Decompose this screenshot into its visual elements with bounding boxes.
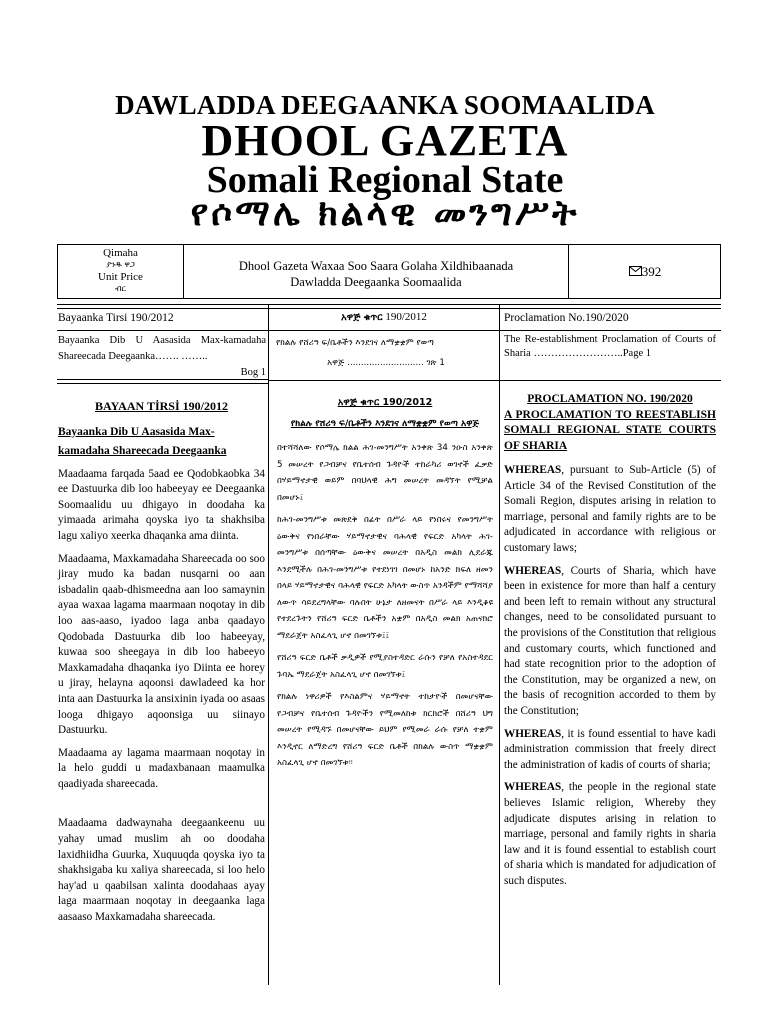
somali-heading: BAYAAN TİRSİ 190/2012 <box>95 399 228 413</box>
english-p1-text: , pursuant to Sub-Article (5) of Article 34 of the Revised Constitution of the Somali Region, disputes arising in relation to marriage, personal and family rights are to be adjudicated in accordance with religious or customary laws; <box>504 464 716 555</box>
masthead-line-4: የሶማሌ ክልላዊ መንግሥት <box>190 193 580 234</box>
somali-paragraph-1: Maadaama farqada 5aad ee Qodobkaobka 34 ee Dastuurka dib loo habeeyay ee Deegaanka Soomaalidu uu dhigayo in doodaha ka yimaada arimaha qoyska iyo ta shakhsiba lagu xaliyo xeerka dhaqanka ama diinta. <box>58 467 265 542</box>
english-p3-text: , it is found essential to have kadi administration commission that freely direct the administration of kadis of courts of sharia; <box>504 727 716 771</box>
somali-paragraph-4: Maadaama dadwaynaha deegaankeenu uu yahay umad muslim ah oo doodaha laxidhiidha Guurka, Xuquuqda qoyska iyo ta shakhsigaba ku xaliya shareecada, si loo helo hay'ad u qaabilsan xalinta doodahaas ayay laga maarmaan noqotay in deegaanka laga aasaaso Maxkamadaha shareecada. <box>58 817 265 924</box>
masthead-title: DHOOL GAZETA <box>201 116 569 165</box>
masthead-line-3: Somali Regional State <box>206 159 564 201</box>
contents-amharic-item-line-2: አዋጅ ............................ ገጽ 1 <box>327 358 445 368</box>
amharic-paragraph-1: በተሻሻለው የሶማሌ ክልል ሕገ-መንግሥት አንቀጽ 34 ንዑስ አንቀጽ 5 መሠረት የጋብቻና የቤተሰብ ጉዳዮች ተከራካሪ ወገኖች ፈቃድ በሃይማኖታዊ ወይም በባህላዊ ሕግ መሠረት መዳኘት የሚቻል በመሆኑ፤ <box>277 443 493 503</box>
contents-amharic-item-line-1: የክልሉ የሸሪዓ ፍ/ቤቶችን እንደገና ለማቋቋም የወጣ <box>276 338 434 348</box>
contents-amharic-item <box>276 333 496 373</box>
somali-paragraph-3: Maadaama ay lagama maarmaan noqotay in la helo guddi u madaxbanaan maamulka qaadiyada shareecada. <box>58 746 265 790</box>
envelope-icon <box>629 266 642 276</box>
amharic-paragraph-4: የክልሉ ነዋሪዎች የእስልምና ሃይማኖት ተከታዮች በመሆናቸው የጋብቻና የቤተሰብ ጉዳዮችን የሚመለከቱ ክርክሮች በሸሪዓ ህግ መሠረት የሚዳኙ በመሆናቸው ይህም የሚመራ ራሱ የቻለ ተቋም እንዲኖር ለማድረግ የሸሪዓ ፍርድ ቤቶች በክልሉ ውስጥ ማቋቋም አስፈላጊ ሆኖ በመገኘቱ፡፡ <box>277 692 493 768</box>
po-box <box>569 264 721 280</box>
contents-somali-page: Bog 1 <box>240 367 266 378</box>
english-column <box>504 392 716 897</box>
english-p4-text: , the people in the regional state believes Islamic religion, Whereby they adjudicate disputes arising in relation to marriage, personal and family rights in sharia law and it is found essential to establish court of sharia which is mandated for adjudication of such disputes. <box>504 781 716 887</box>
english-p2-lead: WHEREAS <box>504 564 562 577</box>
amharic-paragraph-2: ከሕገ-መንግሥቱ መጽደቅ በፊት በሥራ ላይ የነበሩና የመንግሥት ዕውቅና የነበራቸው ሃይማኖታዊና ባሕላዊ የፍርድ አካላት ሕገ-መንግሥቱ በሰጣቸው ዕውቅና መሠረት በአዲስ መልክ ሊደራጁ እንደሚችሉ በሕገ-መንግሥቱ የተደነገገ በመሆኑ ከአንድ ክፍለ ዘመን በላይ ሃይማኖታዊና ባሕላዊ የፍርድ አካላት ውስጥ አንዳችም የማሻሻያ ለውጥ ሳይደረግላቸው ባሉበት ሁኔታ ለዘመናት በሥራ ላይ እንዲቆዩ የተደረጉትን የሸሪዓ ፍርድ ቤቶችን አቋም በአዲስ መልክ አጠናክሮ ማደራጀት አስፈላጊ ሆኖ በመገኘቱ፤፤ <box>277 515 493 641</box>
english-p2-text: , Courts of Sharia, which have been in existence for more than half a century and been left to remain without any structural changes, need to be consolidated pursuant to the provisions of the Constitution that religious and customary courts, which functioned and had state recognition prior to the adoption of the Constitution, may be organized a new, on the basis of recognition accorded to them by the Constitution; <box>504 564 716 717</box>
english-paragraph-4 <box>504 780 716 889</box>
po-box-number: 392 <box>641 264 662 279</box>
english-heading: PROCLAMATION NO. 190/2020 <box>527 393 693 405</box>
english-subheading: A PROCLAMATION TO REESTABLISH SOMALI REGIONAL STATE COURTS OF SHARIA <box>504 408 716 452</box>
contents-english-item: The Re-establishment Proclamation of Courts of Sharia ……………………..Page 1 <box>504 334 716 359</box>
english-paragraph-3 <box>504 727 716 774</box>
publisher-line-1: Dhool Gazeta Waxaa Soo Saara Golaha Xildhibaanada <box>238 259 514 273</box>
unit-price-labels <box>58 247 183 295</box>
price-label-somali: Qimaha <box>103 247 138 259</box>
masthead-line-1: DAWLADDA DEEGAANKA SOOMAALIDA <box>115 90 655 120</box>
english-p1-lead: WHEREAS <box>504 464 562 477</box>
info-box <box>57 244 721 299</box>
english-p3-lead: WHEREAS <box>504 727 562 740</box>
amharic-paragraph-3: የሸሪዓ ፍርድ ቤቶች ቃዲዎች የሚያስተዳድር ራሱን የቻለ የአስተዳደር ጉባኤ ማደራጀት አስፈላጊ ሆኖ በመገኘቱ፤ <box>277 653 493 680</box>
contents-somali-item <box>58 333 266 378</box>
english-paragraph-1 <box>504 463 716 557</box>
contents-amharic-issue-number: 190/2012 <box>385 311 427 323</box>
price-label-amharic: ያንዱ ዋጋ <box>106 260 135 269</box>
contents-english-issue: Proclamation No.190/2020 <box>504 312 629 324</box>
contents-somali-item-text: Bayaanka Dib U Aasasida Max-kamadaha Shareecada Deegaanka……. …….. <box>58 335 266 362</box>
amharic-heading: አዋጅ ቁጥር 190/2012 <box>337 397 433 408</box>
somali-paragraph-2: Maadaama, Maxkamadaha Shareecada oo soo jiray mudo ka badan nusqarni oo aan isbadalin qaab-dhismeedna aan loo samaynin ayaa waxaa lagama maarmaan noqotay in dib loo aas-aaso, iyadoo laga anba qaadayo Qodobada Dastuurka dib loo habeeyay, kuwaa soo sheegaya in dib loo habeeyo Maxkamadaha dhaqanka iyo Diinta ee horey u jiray, helayna aqoonsi dawladeed ka hor inta aan Dastuurka la ansixinin iyada oo asaas looga dhigayo aqoonsiga uu siinayo Dastuurku. <box>58 552 265 737</box>
contents-amharic-issue <box>270 311 498 323</box>
english-paragraph-2 <box>504 564 716 720</box>
publisher-line-2: Dawladda Deegaanka Soomaalida <box>290 275 462 289</box>
publisher-note <box>184 258 568 290</box>
amharic-subheading: የክልሉ የሸሪዓ ፍ/ቤቶችን እንደገና ለማቋቋም የወጣ አዋጅ <box>290 418 480 429</box>
contents-somali-issue: Bayaanka Tirsi 190/2012 <box>58 312 174 324</box>
amharic-column <box>277 395 493 778</box>
price-label-english: Unit Price <box>98 271 143 283</box>
somali-column <box>58 399 265 933</box>
contents-amharic-issue-label: አዋጅ ቁጥር <box>341 312 383 323</box>
price-label-birr: ብር <box>115 284 126 293</box>
somali-subheading: Bayaanka Dib U Aasasida Max-kamadaha Shareecada Deegaanka <box>58 425 227 457</box>
english-p4-lead: WHEREAS <box>504 781 562 794</box>
